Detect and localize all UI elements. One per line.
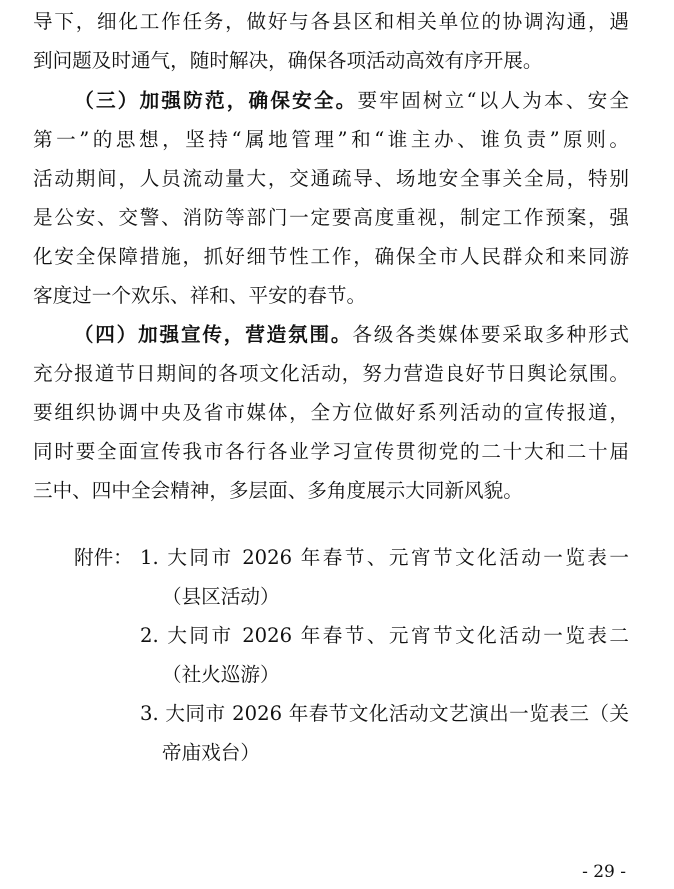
attachment-2-title: 2. 大同市 2026 年春节、元宵节文化活动一览表二 — [140, 624, 629, 647]
body-line-10: 充分报道节日期间的各项文化活动，努力营造良好节日舆论氛围。 — [33, 362, 629, 385]
body-line-5: 活动期间，人员流动量大，交通疏导、场地安全事关全局，特别 — [33, 167, 629, 190]
attachment-3-subtitle: 帝庙戏台） — [162, 741, 260, 764]
page-number: - 29 - — [582, 862, 626, 882]
body-line-13: 三中、四中全会精神，多层面、多角度展示大同新风貌。 — [33, 479, 523, 502]
section-3-heading-line: （三）加强防范，确保安全。要牢固树立“以人为本、安全 — [72, 89, 629, 112]
body-line-8: 客度过一个欢乐、祥和、平安的春节。 — [33, 284, 367, 307]
attachment-1-subtitle: （县区活动） — [162, 585, 280, 608]
body-line-4: 第一”的思想，坚持“属地管理”和“谁主办、谁负责”原则。 — [33, 128, 629, 151]
body-line-7: 化安全保障措施，抓好细节性工作，确保全市人民群众和来同游 — [33, 245, 629, 268]
section-3-heading: （三）加强防范，确保安全。 — [72, 89, 358, 112]
attachment-3-title: 3. 大同市 2026 年春节文化活动文艺演出一览表三（关 — [140, 702, 629, 725]
body-line-6: 是公安、交警、消防等部门一定要高度重视，制定工作预案，强 — [33, 206, 629, 229]
attachment-1-title: 1. 大同市 2026 年春节、元宵节文化活动一览表一 — [140, 546, 629, 569]
section-4-heading-line: （四）加强宣传，营造氛围。各级各类媒体要采取多种形式 — [72, 323, 629, 346]
attachments-label: 附件： — [74, 546, 133, 569]
body-line-2: 到问题及时通气，随时解决，确保各项活动高效有序开展。 — [33, 49, 543, 72]
body-line-11: 要组织协调中央及省市媒体，全方位做好系列活动的宣传报道， — [33, 401, 629, 424]
body-line-12: 同时要全面宣传我市各行各业学习宣传贯彻党的二十大和二十届 — [33, 440, 629, 463]
attachment-2-subtitle: （社火巡游） — [162, 663, 280, 686]
body-line-1: 导下，细化工作任务，做好与各县区和相关单位的协调沟通，遇 — [33, 10, 629, 33]
section-4-heading: （四）加强宣传，营造氛围。 — [72, 323, 353, 346]
